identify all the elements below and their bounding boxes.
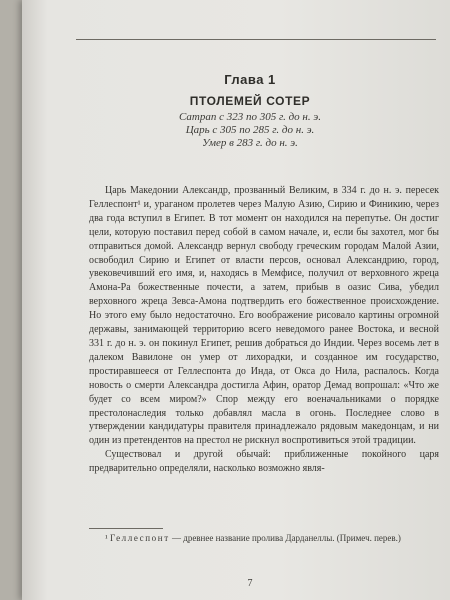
chapter-subtitle-line: Умер в 283 г. до н. э. — [202, 137, 298, 149]
footnote-text: — древнее название пролива Дарданеллы. (Примеч. перев.) — [169, 533, 401, 543]
paragraph: Царь Македонии Александр, прозванный Великим, в 334 г. до н. э. пересек Геллеспонт¹ и, ураганом пролетев через Малую Азию, Сирию и Финикию, через два года вступил в Египет. В тот момент он находился на перепутье. Он достиг цели, которую поставил перед собой в самом начале, и, если бы захотел, мог бы отправиться домой. Александр вернул свободу греческим городам Малой Азии, освободил Сирию и Египет от власти персов, основал Александрию, город, увековечивший его имя, и, находясь в Мемфисе, получил от верховного жреца Амона-Ра божественные почести, а затем, прибыв в оазис Сива, убедил верховного жреца Зевса-Амона подтвердить его божественное происхождение. Но этого ему было недостаточно. Его воображение рисовало картины огромной державы, занимающей территорию всего неведомого ранее Востока, и весной 331 г. до н. э. он покинул Египет, решив добраться до Индии. Через восемь лет в далеком Вавилоне он умер от лихорадки, и созданное им государство, простиравшееся от Геллеспонта до Инда, от Окса до Нила, распалось. Когда новость о смерти Александра достигла Афин, оратор Демад вопрошал: «Что же будет со всем миром?» Спор между его военачальниками о порядке престолонаследия только добавлял масла в огонь. Последнее слово в утверждении кандидатуры правителя принадлежало рядовым македонцам, и ни один из претендентов на престол не рискнул воспротивиться этой традиции. — [89, 185, 439, 447]
chapter-subtitle-line: Сатрап с 323 по 305 г. до н. э. — [178, 111, 321, 123]
footnote-term: Геллеспонт — [109, 533, 170, 543]
paragraph: Существовал и другой обычай: приближенные покойного царя предварительно определяли, насколько возможно явля- — [89, 449, 439, 475]
footnote-marker: ¹ — [105, 533, 108, 543]
header-rule — [76, 39, 436, 40]
chapter-heading — [62, 72, 438, 150]
page-number: 7 — [247, 578, 253, 589]
body-text — [89, 184, 439, 476]
chapter-subtitle-line: Царь с 305 по 285 г. до н. э. — [185, 124, 315, 136]
book-page — [22, 0, 450, 600]
chapter-title: ПТОЛЕМЕЙ СОТЕР — [189, 94, 311, 108]
footnote-rule — [89, 528, 163, 529]
footnote — [89, 532, 439, 544]
chapter-number: Глава 1 — [224, 72, 276, 87]
